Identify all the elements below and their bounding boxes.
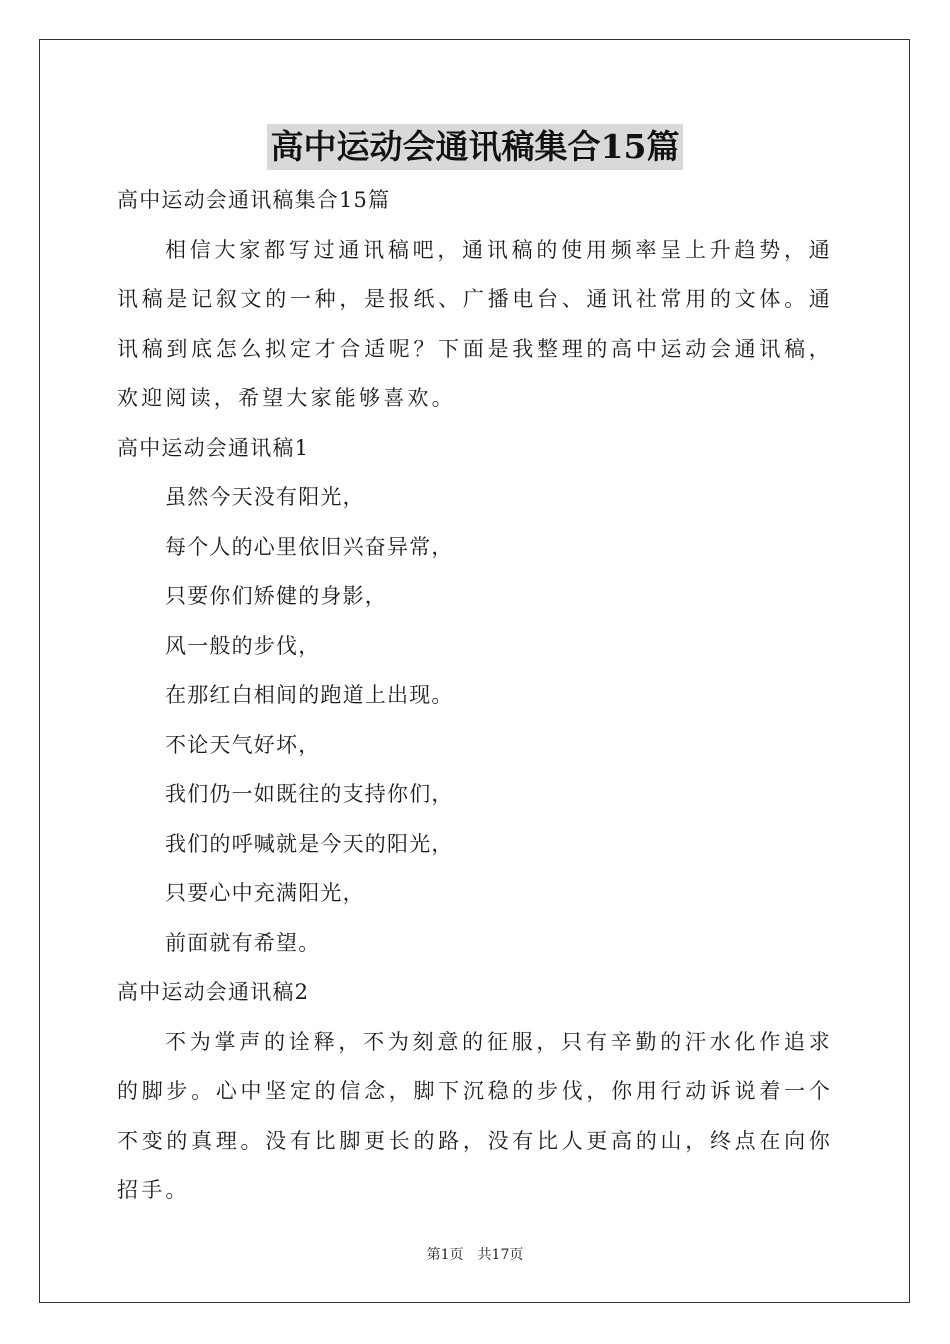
section2-paragraph: 不为掌声的诠释，不为刻意的征服，只有辛勤的汗水化作追求的脚步。心中坚定的信念，脚下沉稳的步伐，你用行动诉说着一个不变的真理。没有比脚更长的路，没有比人更高的山，终点在向你招手。	[117, 1029, 833, 1202]
document-title: 高中运动会通讯稿集合15篇	[267, 124, 684, 170]
document-body	[117, 176, 833, 1216]
page-footer: 第1页 共17页	[426, 1247, 524, 1263]
section-heading-2: 高中运动会通讯稿2	[117, 980, 310, 1004]
poem-line: 每个人的心里依旧兴奋异常，	[165, 534, 454, 559]
poem-line: 虽然今天没有阳光，	[165, 485, 365, 509]
poem-line: 我们仍一如既往的支持你们，	[165, 782, 454, 806]
poem-line: 只要心中充满阳光，	[165, 881, 365, 905]
section-heading-1: 高中运动会通讯稿1	[117, 435, 310, 460]
title-container	[0, 124, 950, 170]
poem-line: 前面就有希望。	[165, 930, 321, 955]
poem-line: 只要你们矫健的身影，	[165, 584, 387, 608]
poem-line: 我们的呼喊就是今天的阳光，	[165, 831, 454, 856]
poem-line: 风一般的步伐，	[165, 633, 321, 658]
intro-paragraph: 相信大家都写过通讯稿吧，通讯稿的使用频率呈上升趋势，通讯稿是记叙文的一种，是报纸、广播电台、通讯社常用的文体。通讯稿到底怎么拟定才合适呢？下面是我整理的高中运动会通讯稿，欢迎阅读，希望大家能够喜欢。	[117, 237, 833, 410]
document-subtitle: 高中运动会通讯稿集合15篇	[117, 188, 391, 212]
poem-line: 不论天气好坏，	[165, 732, 321, 757]
poem-line: 在那红白相间的跑道上出现。	[165, 683, 454, 707]
